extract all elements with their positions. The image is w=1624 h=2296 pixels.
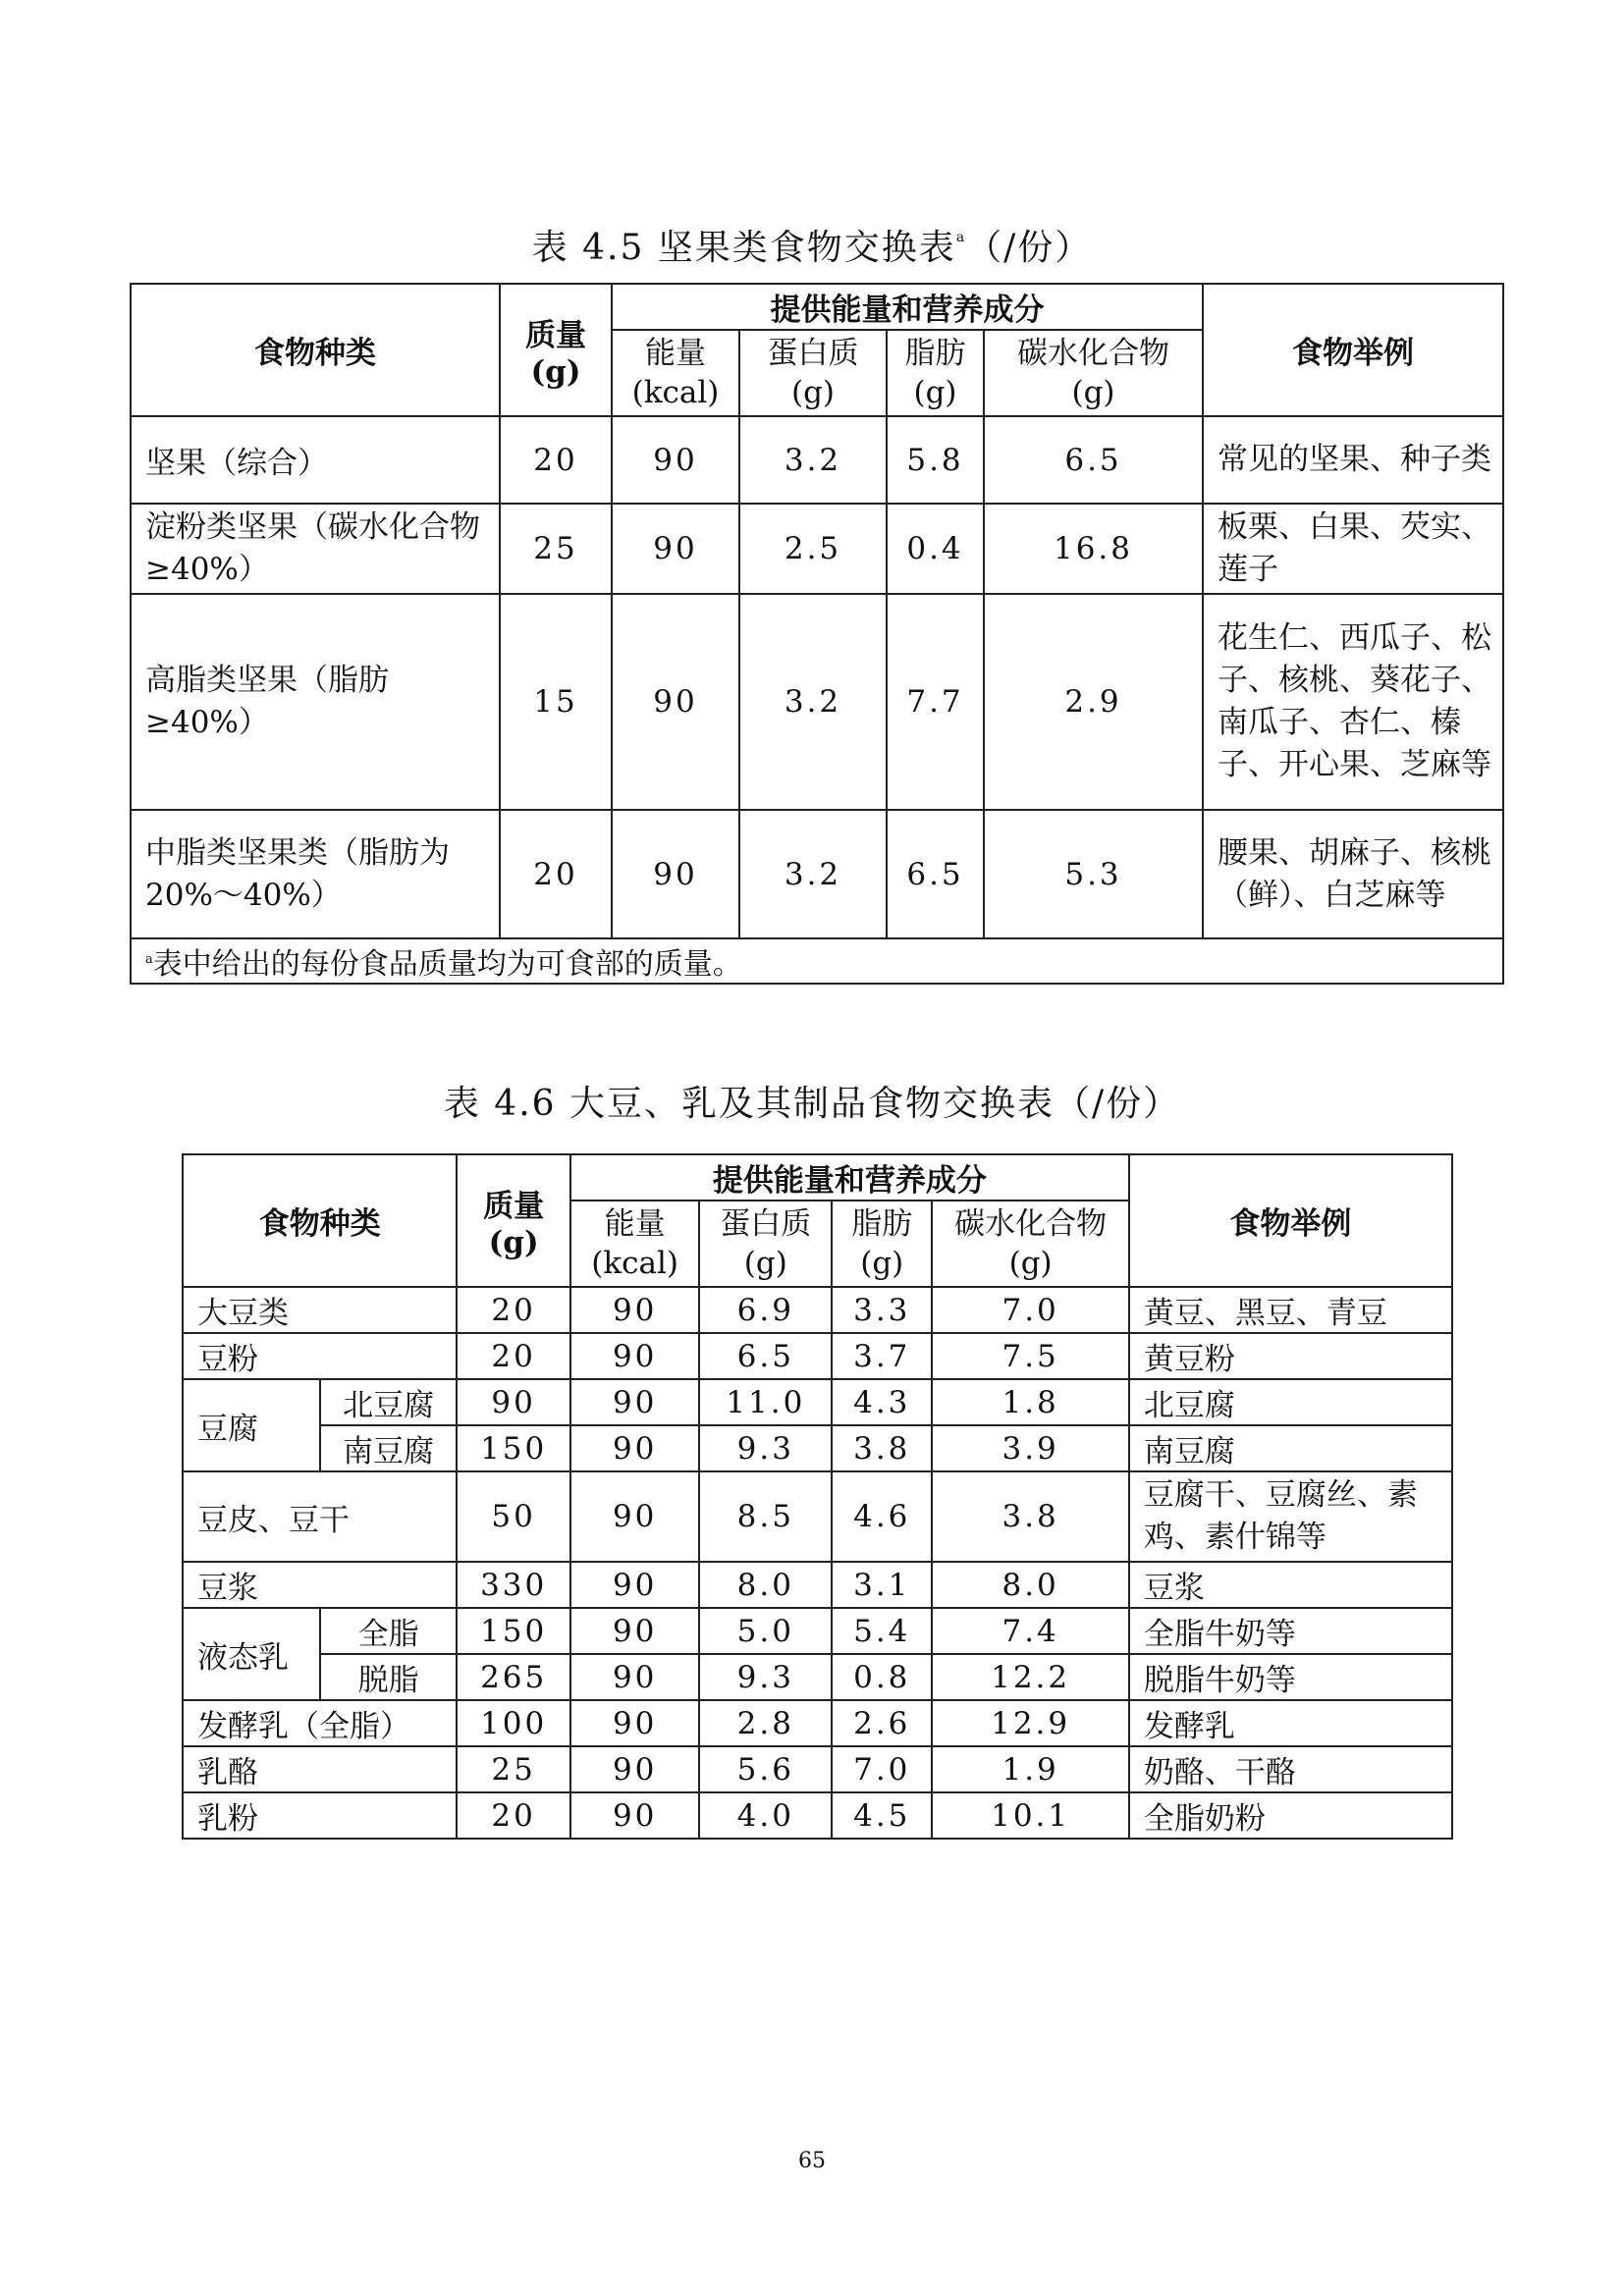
header-examples: 食物举例 [1203,284,1503,416]
energy-value: 90 [612,416,739,504]
table-row [183,1425,1452,1471]
header-energy [612,330,739,416]
food-examples: 板栗、白果、芡实、莲子 [1203,504,1503,594]
food-name: 脱脂 [320,1654,458,1700]
carb-value: 16.8 [984,504,1203,594]
mass-value: 265 [457,1654,569,1700]
mass-value: 100 [457,1700,569,1746]
food-examples: 黄豆粉 [1129,1333,1452,1379]
fat-value: 7.7 [887,594,984,810]
table1-title-text: 表 4.5 坚果类食物交换表 [531,228,956,268]
energy-value: 90 [570,1654,700,1700]
header-fat [887,330,984,416]
protein-value: 4.0 [699,1792,832,1839]
carb-value: 1.9 [932,1746,1128,1792]
food-examples: 豆浆 [1129,1562,1452,1608]
footnote-text: 表中给出的每份食品质量均为可食部的质量。 [152,947,742,982]
table-row [183,1746,1452,1792]
carb-value: 10.1 [932,1792,1128,1839]
fat-value: 3.8 [832,1425,932,1471]
carb-value: 12.2 [932,1654,1128,1700]
mass-value: 20 [457,1287,569,1333]
food-name: 乳酪 [183,1746,457,1792]
food-examples: 全脂奶粉 [1129,1792,1452,1839]
carb-value: 7.0 [932,1287,1128,1333]
header-mass-label: 质量 [525,318,586,353]
protein-value: 3.2 [739,810,887,938]
food-name: 豆浆 [183,1562,457,1608]
header-mass-label: 质量 [483,1189,545,1224]
table1-title-suffix: （/份） [966,228,1093,268]
header-carb [984,330,1203,416]
header-carb [932,1201,1128,1287]
food-examples: 奶酪、干酪 [1129,1746,1452,1792]
energy-value: 90 [570,1746,700,1792]
table1-title-footnote-mark: a [955,230,967,245]
protein-value: 2.5 [739,504,887,594]
header-protein-unit: (g) [790,375,836,410]
header-food-type: 食物种类 [183,1154,457,1287]
carb-value: 6.5 [984,416,1203,504]
header-mass [500,284,612,416]
protein-value: 3.2 [739,594,887,810]
food-name: 坚果（综合） [131,416,500,504]
food-name: 南豆腐 [320,1425,458,1471]
mass-value: 15 [500,594,612,810]
footnote-mark: a [145,952,153,967]
carb-value: 5.3 [984,810,1203,938]
fat-value: 3.3 [832,1287,932,1333]
energy-value: 90 [612,810,739,938]
protein-value: 5.0 [699,1608,832,1654]
food-examples: 豆腐干、豆腐丝、素鸡、素什锦等 [1129,1471,1452,1562]
group-tofu: 豆腐 [183,1379,320,1471]
table1-title [0,216,1624,270]
header-carb-unit: (g) [1071,375,1115,410]
protein-value: 6.5 [699,1333,832,1379]
energy-value: 90 [570,1287,700,1333]
protein-value: 6.9 [699,1287,832,1333]
fat-value: 7.0 [832,1746,932,1792]
food-name: 乳粉 [183,1792,457,1839]
food-name: 北豆腐 [320,1379,458,1425]
mass-value: 50 [457,1471,569,1562]
header-fat-label: 脂肪 [851,1206,913,1242]
fat-value: 4.6 [832,1471,932,1562]
energy-value: 90 [612,594,739,810]
fat-value: 4.3 [832,1379,932,1425]
page-number: 65 [798,2149,826,2173]
energy-value: 90 [612,504,739,594]
mass-value: 150 [457,1425,569,1471]
protein-value: 9.3 [699,1425,832,1471]
mass-value: 90 [457,1379,569,1425]
fat-value: 6.5 [887,810,984,938]
mass-value: 330 [457,1562,569,1608]
food-name: 豆皮、豆干 [183,1471,457,1562]
protein-value: 2.8 [699,1700,832,1746]
protein-value: 8.5 [699,1471,832,1562]
carb-value: 3.8 [932,1471,1128,1562]
fat-value: 2.6 [832,1700,932,1746]
food-examples: 发酵乳 [1129,1700,1452,1746]
fat-value: 3.1 [832,1562,932,1608]
header-protein-label: 蛋白质 [720,1206,812,1242]
fat-value: 5.4 [832,1608,932,1654]
energy-value: 90 [570,1562,700,1608]
energy-value: 90 [570,1608,700,1654]
food-name: 豆粉 [183,1333,457,1379]
header-energy-unit: (kcal) [631,375,720,410]
header-energy-unit: (kcal) [591,1246,679,1281]
mass-value: 20 [500,416,612,504]
mass-value: 150 [457,1608,569,1654]
soy-dairy-exchange-table [182,1153,1453,1840]
nut-exchange-table [130,283,1504,985]
table1-footnote [131,938,1503,984]
food-name: 全脂 [320,1608,458,1654]
header-energy-label: 能量 [604,1206,666,1242]
table-row [131,810,1503,938]
table-row [183,1471,1452,1562]
header-carb-label: 碳水化合物 [1017,336,1169,371]
table-row [183,1700,1452,1746]
table-row [131,416,1503,504]
table-row [131,594,1503,810]
fat-value: 5.8 [887,416,984,504]
fat-value: 0.4 [887,504,984,594]
protein-value: 11.0 [699,1379,832,1425]
table-row [183,1287,1452,1333]
header-mass [457,1154,569,1287]
energy-value: 90 [570,1379,700,1425]
carb-value: 12.9 [932,1700,1128,1746]
header-carb-unit: (g) [1008,1246,1053,1281]
protein-value: 9.3 [699,1654,832,1700]
protein-value: 5.6 [699,1746,832,1792]
mass-value: 25 [457,1746,569,1792]
food-examples: 全脂牛奶等 [1129,1608,1452,1654]
header-nutrient-group: 提供能量和营养成分 [570,1154,1129,1201]
mass-value: 20 [457,1333,569,1379]
header-energy [570,1201,700,1287]
header-protein-label: 蛋白质 [767,336,859,371]
fat-value: 3.7 [832,1333,932,1379]
header-fat [832,1201,932,1287]
protein-value: 8.0 [699,1562,832,1608]
food-name: 高脂类坚果（脂肪≥40%） [131,594,500,810]
header-fat-label: 脂肪 [904,336,966,371]
mass-value: 25 [500,504,612,594]
header-protein [739,330,887,416]
food-examples: 黄豆、黑豆、青豆 [1129,1287,1452,1333]
header-mass-unit: (g) [488,1225,539,1260]
carb-value: 2.9 [984,594,1203,810]
energy-value: 90 [570,1333,700,1379]
carb-value: 3.9 [932,1425,1128,1471]
carb-value: 7.5 [932,1333,1128,1379]
table2-title: 表 4.6 大豆、乳及其制品食物交换表（/份） [443,1084,1181,1124]
mass-value: 20 [457,1792,569,1839]
header-fat-unit: (g) [913,375,957,410]
table-row [183,1654,1452,1700]
fat-value: 4.5 [832,1792,932,1839]
table-row [183,1333,1452,1379]
food-examples: 腰果、胡麻子、核桃（鲜）、白芝麻等 [1203,810,1503,938]
food-name: 淀粉类坚果（碳水化合物≥40%） [131,504,500,594]
energy-value: 90 [570,1792,700,1839]
carb-value: 7.4 [932,1608,1128,1654]
carb-value: 8.0 [932,1562,1128,1608]
fat-value: 0.8 [832,1654,932,1700]
header-protein-unit: (g) [743,1246,787,1281]
protein-value: 3.2 [739,416,887,504]
food-examples: 北豆腐 [1129,1379,1452,1425]
energy-value: 90 [570,1471,700,1562]
food-examples: 南豆腐 [1129,1425,1452,1471]
food-examples: 脱脂牛奶等 [1129,1654,1452,1700]
energy-value: 90 [570,1425,700,1471]
table-row [183,1792,1452,1839]
food-name: 中脂类坚果类（脂肪为20%～40%） [131,810,500,938]
header-mass-unit: (g) [530,354,581,390]
table-row [183,1562,1452,1608]
carb-value: 1.8 [932,1379,1128,1425]
header-food-type: 食物种类 [131,284,500,416]
table-row [183,1608,1452,1654]
header-nutrient-group: 提供能量和营养成分 [612,284,1203,330]
food-name: 发酵乳（全脂） [183,1700,457,1746]
food-examples: 常见的坚果、种子类 [1203,416,1503,504]
energy-value: 90 [570,1700,700,1746]
table-row [183,1379,1452,1425]
group-liquid-milk: 液态乳 [183,1608,320,1700]
header-energy-label: 能量 [645,336,706,371]
food-examples: 花生仁、西瓜子、松子、核桃、葵花子、南瓜子、杏仁、榛子、开心果、芝麻等 [1203,594,1503,810]
header-protein [699,1201,832,1287]
header-fat-unit: (g) [860,1246,904,1281]
header-examples: 食物举例 [1129,1154,1452,1287]
header-carb-label: 碳水化合物 [954,1206,1108,1242]
table-row [131,504,1503,594]
mass-value: 20 [500,810,612,938]
food-name: 大豆类 [183,1287,457,1333]
